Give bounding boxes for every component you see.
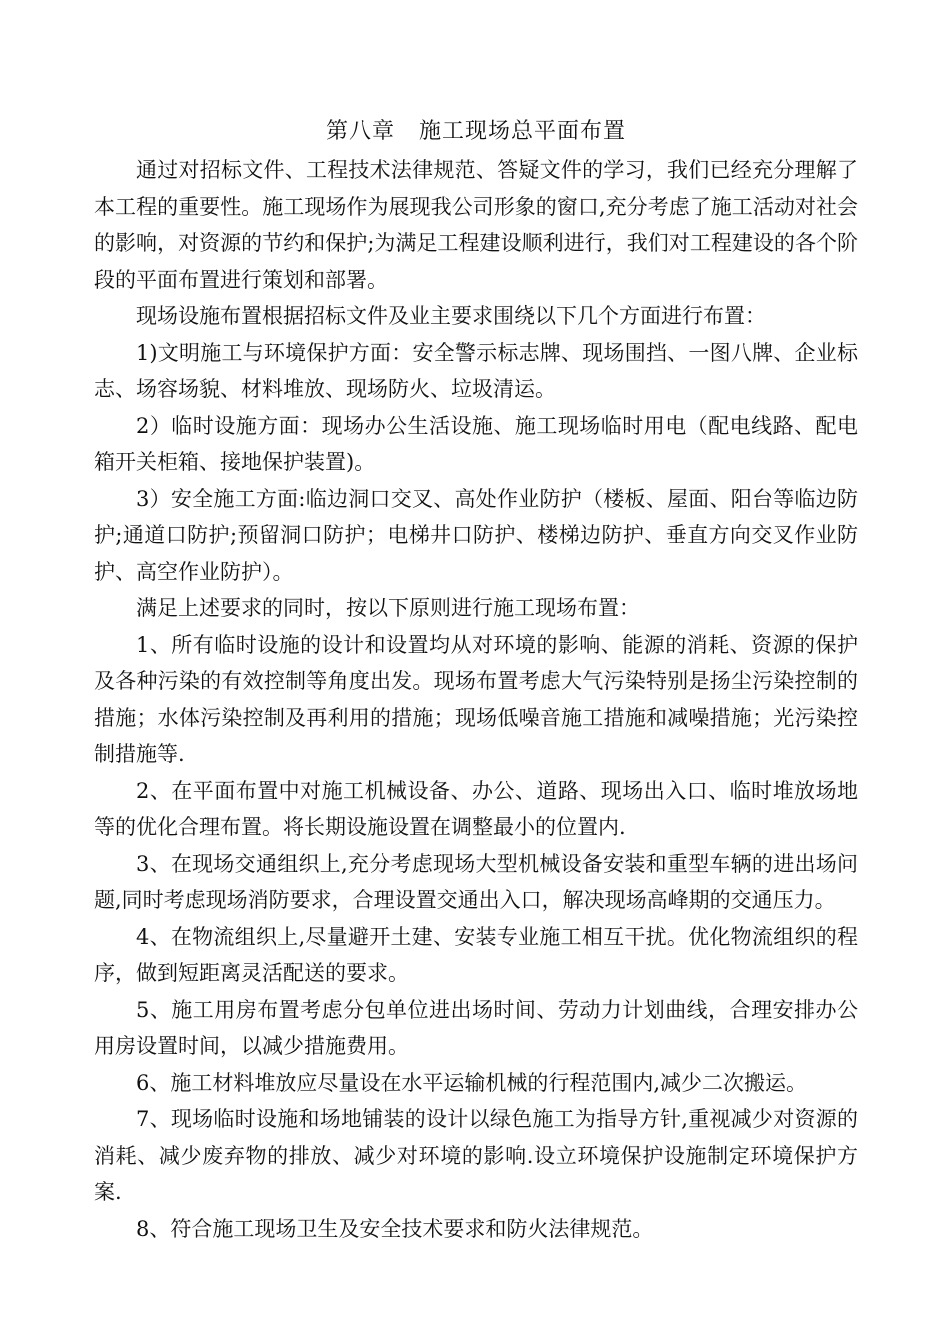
paragraph-item-3-safety: 3）安全施工方面:临边洞口交叉、高处作业防护（楼板、屋面、阳台等临边防护;通道口防护;预留洞口防护；电梯井口防护、楼梯边防护、垂直方向交叉作业防护、高空作业防护）。 [94,486,858,584]
paragraph-intro: 通过对招标文件、工程技术法律规范、答疑文件的学习，我们已经充分理解了本工程的重要性。施工现场作为展现我公司形象的窗口,充分考虑了施工活动对社会的影响，对资源的节约和保护;为满足工程建设顺利进行，我们对工程建设的各个阶段的平面布置进行策划和部署。 [94,158,858,292]
paragraph-principle-8: 8、符合施工现场卫生及安全技术要求和防火法律规范。 [136,1216,654,1241]
paragraph-principle-4: 4、在物流组织上,尽量避开土建、安装专业施工相互干扰。优化物流组织的程序，做到短距离灵活配送的要求。 [94,924,858,985]
paragraph-layout-basis: 现场设施布置根据招标文件及业主要求围绕以下几个方面进行布置： [136,304,766,328]
paragraph-principle-6: 6、施工材料堆放应尽量设在水平运输机械的行程范围内,减少二次搬运。 [136,1070,808,1095]
paragraph-item-2-temporary: 2）临时设施方面：现场办公生活设施、施工现场临时用电（配电线路、配电箱开关柜箱、接地保护装置)。 [94,413,858,474]
chapter-title: 第八章 施工现场总平面布置 [326,119,626,144]
paragraph-item-1-civilized: 1)文明施工与环境保护方面：安全警示标志牌、现场围挡、一图八牌、企业标志、场容场貌、材料堆放、现场防火、垃圾清运。 [94,340,858,401]
paragraph-principles-intro: 满足上述要求的同时，按以下原则进行施工现场布置： [136,596,640,620]
paragraph-principle-3: 3、在现场交通组织上,充分考虑现场大型机械设备安装和重型车辆的进出场问题,同时考虑现场消防要求，合理设置交通出入口，解决现场高峰期的交通压力。 [94,851,858,912]
paragraph-principle-1: 1、所有临时设施的设计和设置均从对环境的影响、能源的消耗、资源的保护及各种污染的有效控制等角度出发。现场布置考虑大气污染特别是扬尘污染控制的措施；水体污染控制及再利用的措施；现场低噪音施工措施和减噪措施；光污染控制措施等. [94,632,858,766]
document-body [94,112,858,1247]
paragraph-principle-2: 2、在平面布置中对施工机械设备、办公、道路、现场出入口、临时堆放场地等的优化合理布置。将长期设施设置在调整最小的位置内. [94,778,858,839]
paragraph-principle-5: 5、施工用房布置考虑分包单位进出场时间、劳动力计划曲线，合理安排办公用房设置时间，以减少措施费用。 [94,997,858,1058]
paragraph-principle-7: 7、现场临时设施和场地铺装的设计以绿色施工为指导方针,重视减少对资源的消耗、减少废弃物的排放、减少对环境的影响.设立环境保护设施制定环境保护方案. [94,1107,858,1204]
